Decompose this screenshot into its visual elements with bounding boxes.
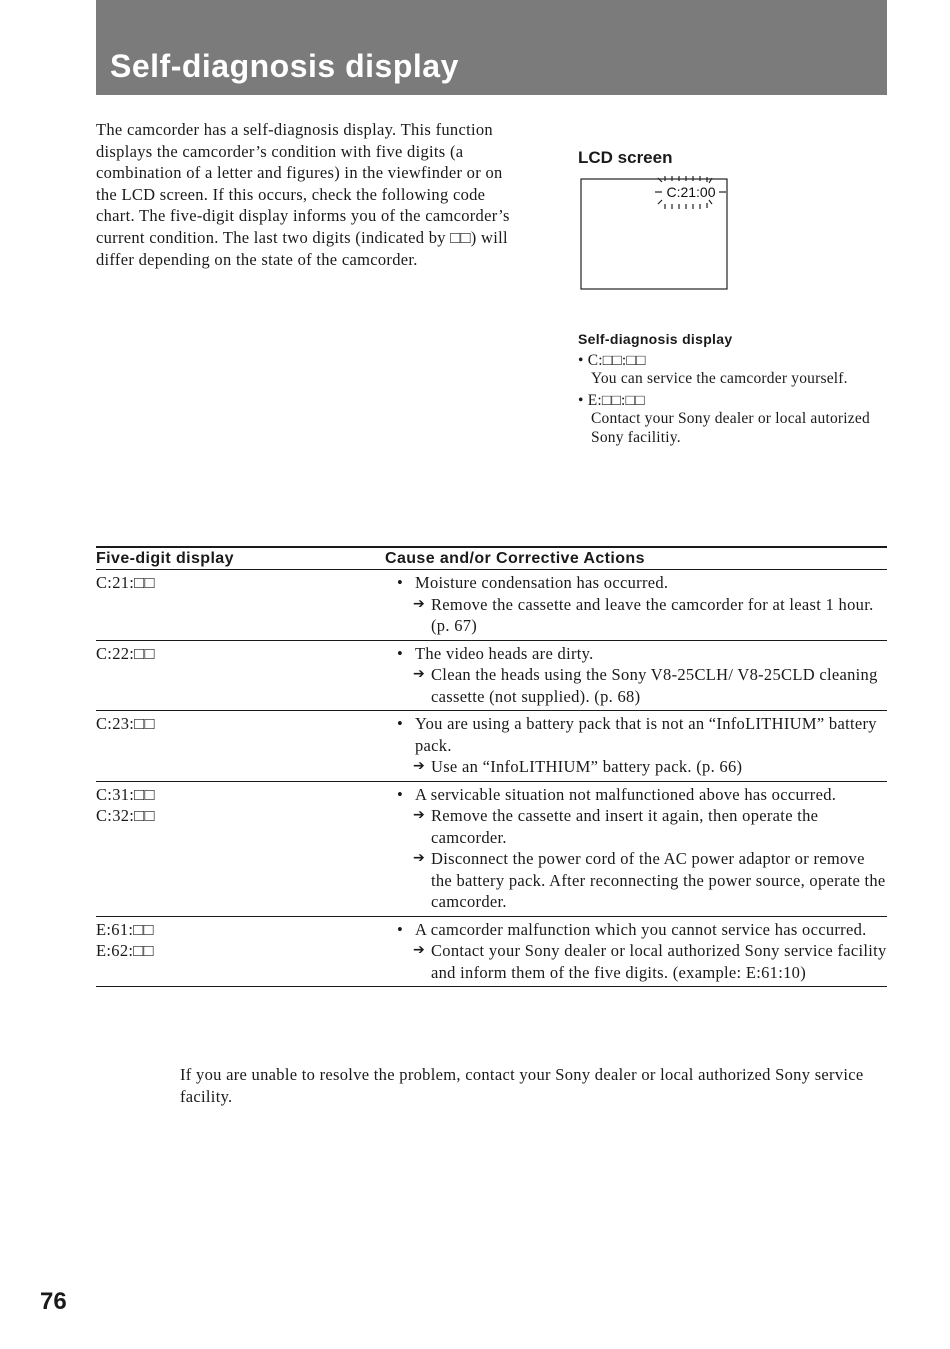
code-cell [96,570,385,641]
cause-text: You are using a battery pack that is not an “InfoLITHIUM” battery pack. [415,714,877,755]
remedy-text: Disconnect the power cord of the AC power adaptor or remove the battery pack. After reconnecting the power source, operate the camcorder. [431,849,886,911]
cause-cell [385,711,887,782]
cause-cell [385,570,887,641]
code-value: C:32:□□ [96,806,155,825]
column-header-cause: Cause and/or Corrective Actions [385,547,887,570]
remedy-line [385,940,887,983]
code-value: E:61:□□ [96,919,154,939]
arrow-right-icon: ➔ [413,807,426,823]
cause-line [385,919,887,941]
intro-text: The camcorder has a self-diagnosis display. This function displays the camcorder’s condition with five digits (a combination of a letter and figures) in the viewfinder or on the LCD screen. If this occurs, check the following code chart. The five-digit display informs you of the camcorder’s current condition. The last two digits (indicated by □□) will differ depending on the state of the camcorder. [96,120,510,269]
bullet-icon: • [397,919,404,939]
cause-text: A servicable situation not malfunctioned above has occurred. [415,784,837,804]
remedy-text: Remove the cassette and insert it again, then operate the camcorder. [431,806,819,847]
cause-text: The video heads are dirty. [415,643,594,663]
arrow-right-icon: ➔ [413,942,426,958]
bullet-icon: • [397,784,404,804]
lcd-readout: C:21:00 [666,184,716,200]
table-row [96,781,887,916]
remedy-line [385,805,887,848]
lcd-screen-illustration [572,170,742,295]
remedy-line [385,594,887,637]
footer-note: If you are unable to resolve the problem, contact your Sony dealer or local authorized Sony service facility. [180,1065,864,1106]
legend-code: • C:□□:□□ [578,351,646,369]
remedy-text: Contact your Sony dealer or local authorized Sony service facility and inform them of the five digits. (example: E:61:10) [431,941,887,982]
remedy-line [385,664,887,707]
code-cell [96,711,385,782]
table-header-row [96,547,887,570]
cause-line [385,572,887,594]
table-row [96,640,887,711]
self-diagnosis-legend [578,330,878,451]
remedy-text: Clean the heads using the Sony V8-25CLH/ V8-25CLD cleaning cassette (not supplied). (p. 68) [431,665,878,706]
remedy-line [385,848,887,913]
legend-item [578,392,878,448]
code-value: C:22:□□ [96,643,155,663]
legend-description: You can service the camcorder yourself. [591,370,848,388]
code-cell [96,640,385,711]
code-value: C:23:□□ [96,714,155,733]
legend-code: • E:□□:□□ [578,391,645,409]
remedy-text: Use an “InfoLITHIUM” battery pack. (p. 66) [431,757,743,776]
cause-text: Moisture condensation has occurred. [415,573,669,592]
cause-line [385,784,887,806]
cause-cell [385,640,887,711]
cause-text: A camcorder malfunction which you cannot service has occurred. [415,919,867,939]
intro-paragraph [96,119,516,270]
code-value: C:31:□□ [96,784,155,804]
cause-line [385,713,887,756]
code-value: C:21:□□ [96,573,155,592]
legend-heading: Self-diagnosis display [578,331,733,347]
code-value: E:62:□□ [96,941,154,960]
cause-cell [385,916,887,987]
lcd-screen-label: LCD screen [578,148,673,167]
arrow-right-icon: ➔ [413,666,426,682]
bullet-icon: • [397,714,404,733]
page-title: Self-diagnosis display [110,48,459,84]
code-cell [96,916,385,987]
code-chart-table [96,546,887,987]
table-row [96,570,887,641]
arrow-right-icon: ➔ [413,758,426,774]
arrow-right-icon: ➔ [413,850,426,866]
arrow-right-icon: ➔ [413,595,426,612]
table-row [96,711,887,782]
page-number: 76 [40,1288,67,1315]
legend-description: Contact your Sony dealer or local autorized Sony facilitiy. [591,410,870,446]
legend-item [578,352,878,389]
table-row [96,916,887,987]
cause-cell [385,781,887,916]
remedy-text: Remove the cassette and leave the camcorder for at least 1 hour. (p. 67) [431,594,874,635]
code-cell [96,781,385,916]
bullet-icon: • [397,643,404,663]
cause-line [385,643,887,665]
bullet-icon: • [397,573,404,592]
remedy-line [385,756,887,778]
column-header-code: Five-digit display [96,547,385,570]
header-bar [96,0,887,95]
